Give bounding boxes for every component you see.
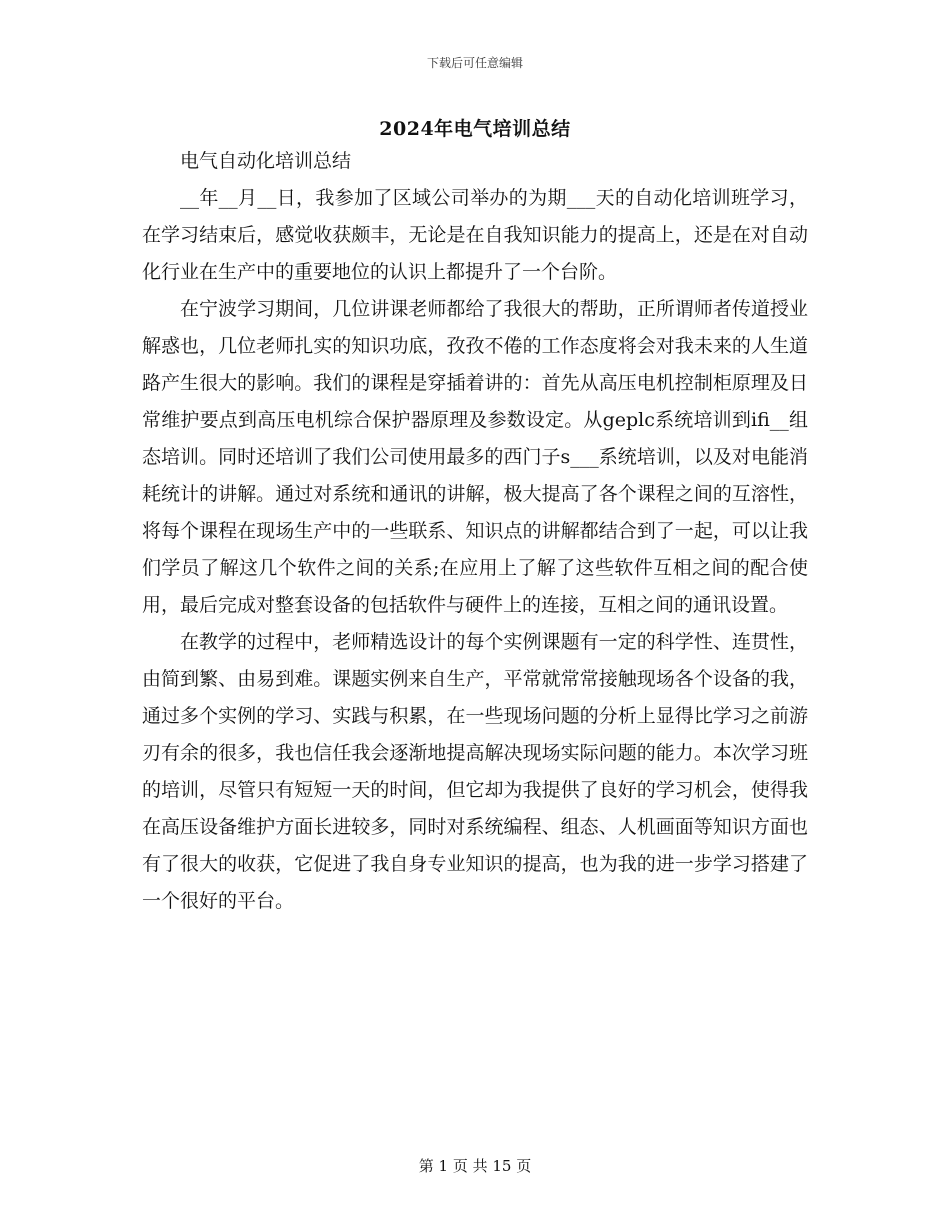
document-body [142, 143, 808, 920]
document-subtitle: 电气自动化培训总结 [180, 150, 352, 172]
paragraph-2: 在宁波学习期间，几位讲课老师都给了我很大的帮助，正所谓师者传道授业解惑也，几位老师扎实的知识功底，孜孜不倦的工作态度将会对我未来的人生道路产生很大的影响。我们的课程是穿插着讲的：首先从高压电机控制柜原理及日常维护要点到高压电机综合保护器原理及参数设定。从geplc系统培训到ifi__组态培训。同时还培训了我们公司使用最多的西门子s___系统培训，以及对电能消耗统计的讲解。通过对系统和通讯的讲解，极大提高了各个课程之间的互溶性，将每个课程在现场生产中的一些联系、知识点的讲解都结合到了一起，可以让我们学员了解这几个软件之间的关系;在应用上了解了这些软件互相之间的配合使用，最后完成对整套设备的包括软件与硬件上的连接，互相之间的通讯设置。 [142, 298, 808, 616]
document-title: 2024年电气培训总结 [379, 118, 571, 140]
paragraph-3: 在教学的过程中，老师精选设计的每个实例课题有一定的科学性、连贯性，由简到繁、由易到难。课题实例来自生产，平常就常常接触现场各个设备的我，通过多个实例的学习、实践与积累，在一些现场问题的分析上显得比学习之前游刃有余的很多，我也信任我会逐渐地提高解决现场实际问题的能力。本次学习班的培训，尽管只有短短一天的时间，但它却为我提供了良好的学习机会，使得我在高压设备维护方面长进较多，同时对系统编程、组态、人机画面等知识方面也有了很大的收获，它促进了我自身专业知识的提高，也为我的进一步学习搭建了一个很好的平台。 [142, 631, 808, 912]
paragraph-1: __年__月__日，我参加了区域公司举办的为期___天的自动化培训班学习，在学习结束后，感觉收获颇丰，无论是在自我知识能力的提高上，还是在对自动化行业在生产中的重要地位的认识上都提升了一个台阶。 [142, 187, 808, 283]
header-note: 下载后可任意编辑 [426, 56, 523, 70]
page-number-footer: 第 1 页 共 15 页 [418, 1157, 532, 1175]
